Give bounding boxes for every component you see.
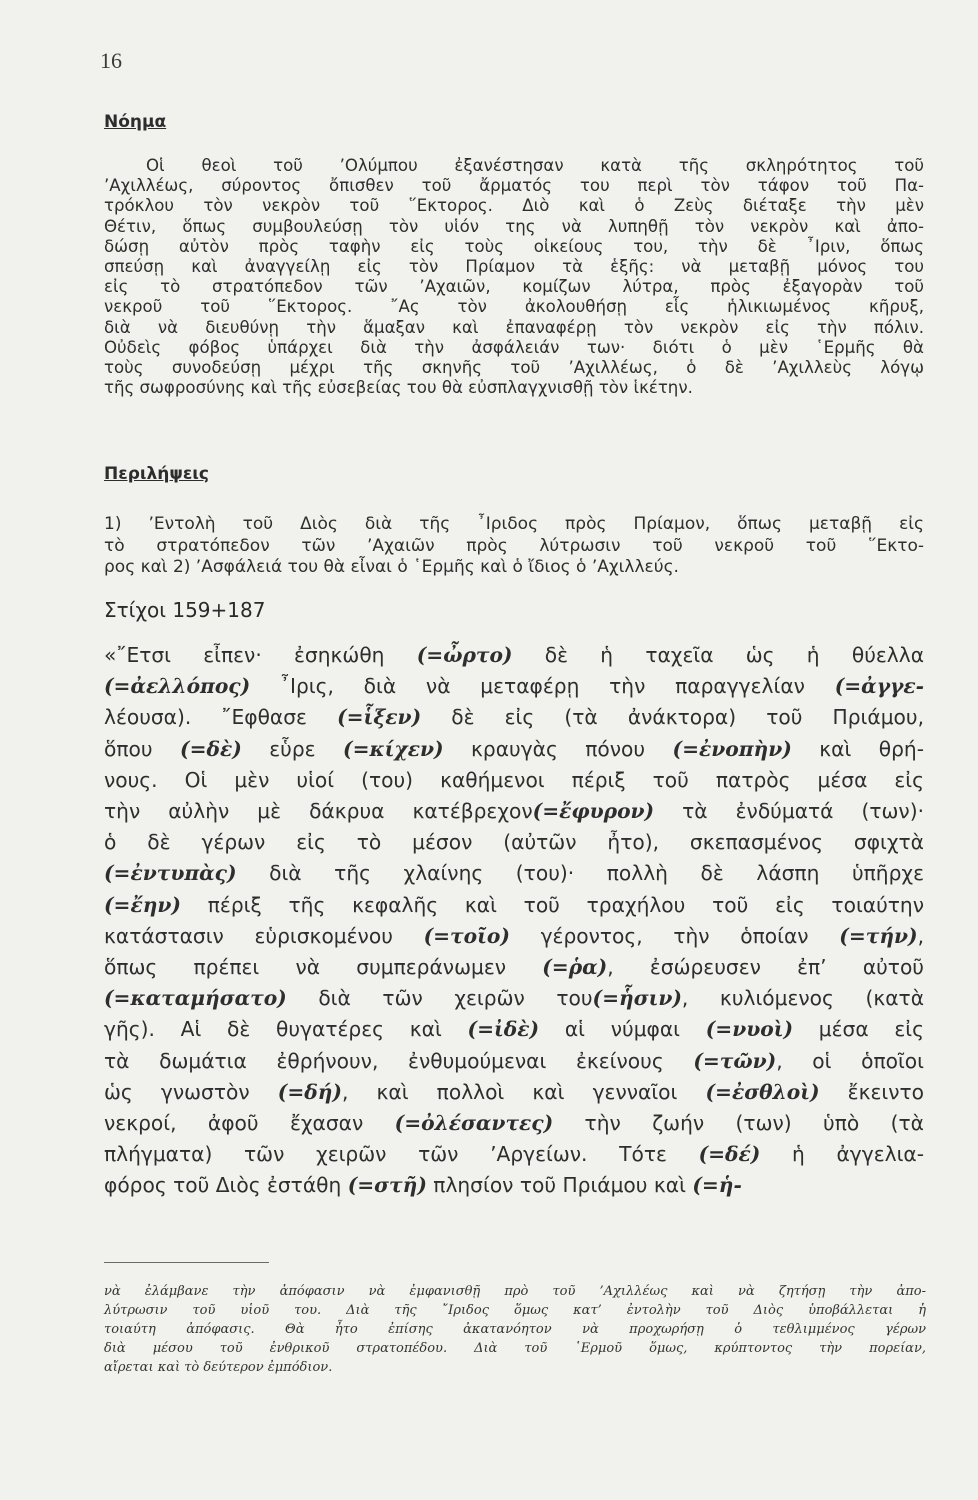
translation-text: , κυλιόμενος (κατὰ	[681, 986, 924, 1011]
footnote	[104, 1282, 926, 1377]
translation-text: εὗρε	[241, 736, 344, 761]
translation-text: τὰ δωμάτια ἐθρήνουν, ἐνθυμούμεναι ἐκείνους	[104, 1048, 694, 1073]
homeric-gloss: (=ἰδὲ)	[467, 1017, 540, 1042]
translation-text: κραυγὰς πόνου	[443, 736, 673, 761]
translation-line	[104, 1170, 924, 1201]
homeric-gloss: (=ἐνοπὴν)	[672, 736, 792, 761]
text-line: διὰ νὰ διευθύνῃ τὴν ἅμαξαν καὶ ἐπαναφέρῃ τὸν νεκρὸν εἰς τὴν πόλιν.	[104, 317, 924, 337]
homeric-gloss: (=τῶν)	[693, 1048, 777, 1073]
translation-line	[104, 796, 924, 827]
text-line: Θέτιν, ὅπως συμβουλεύσῃ τὸν υἱόν της νὰ λυπηθῇ τὸν νεκρὸν καὶ ἀπο-	[104, 216, 924, 236]
translation-text: νους. Οἱ μὲν υἱοί (του) καθήμενοι πέριξ τοῦ πατρὸς μέσα εἰς	[104, 767, 924, 792]
homeric-gloss: (=δὲ)	[180, 736, 242, 761]
translation-line	[104, 1046, 924, 1077]
homeric-gloss: (=ἀελλόπος)	[104, 674, 251, 699]
page-number: 16	[100, 48, 122, 73]
translation-line	[104, 640, 924, 671]
translation-text: ῏Ιρις, διὰ νὰ μεταφέρῃ τὴν παραγγελίαν	[250, 674, 835, 699]
text-line: νεκροῦ τοῦ ῞Εκτορος. ῎Ας τὸν ἀκολουθήσῃ εἷς ἡλικιωμένος κῆρυξ,	[104, 297, 924, 317]
translation-text: ὅπως πρέπει νὰ συμπεράνωμεν	[104, 955, 543, 980]
homeric-gloss: (=τήν)	[839, 923, 918, 948]
translation-text: ὁ δὲ γέρων εἰς τὸ μέσον (αὐτῶν ἦτο), σκεπασμένος σφιχτὰ	[104, 830, 924, 855]
translation-text: ἡ ἀγγελια-	[760, 1142, 924, 1167]
translation-text: ὅπου	[104, 736, 181, 761]
text-line: ρος καὶ 2) ’Ασφάλειά του θὰ εἶναι ὁ ῾Ερμῆς καὶ ὁ ἴδιος ὁ ’Αχιλλεύς.	[104, 557, 679, 577]
text-line: Οὐδεὶς φόβος ὑπάρχει διὰ τὴν ἀσφάλειάν των· διότι ὁ μὲν ῾Ερμῆς θὰ	[104, 337, 924, 357]
translation-text: . ῎Εφθασε	[184, 705, 338, 730]
translation-text: «῎Ετσι εἶπεν· ἐσηκώθη	[104, 643, 417, 667]
translation-line	[104, 702, 924, 733]
translation-line	[104, 671, 924, 702]
footnote-line: νὰ ἐλάμβανε τὴν ἀπόφασιν νὰ ἐμφανισθῇ πρὸ τοῦ ’Αχιλλέως καὶ νὰ ζητήσῃ τὴν ἀπο-	[104, 1284, 926, 1299]
translation-text: γέροντος, τὴν ὁποίαν	[509, 923, 840, 948]
translation-text: αἱ νύμφαι	[539, 1017, 706, 1042]
footnote-line: αἴρεται καὶ τὸ δεύτερον ἐμπόδιον.	[104, 1360, 333, 1375]
translation-text: τὰ ἐνδύματά (των)·	[654, 799, 924, 824]
translation-line	[104, 890, 924, 921]
text-line: Οἱ θεοὶ τοῦ ’Ολύμπου ἐξανέστησαν κατὰ τῆς σκληρότητος τοῦ	[146, 156, 924, 175]
homeric-gloss: (=ῥα)	[542, 955, 608, 980]
homeric-gloss: (=ὀλέσαντες)	[394, 1111, 554, 1136]
homeric-gloss: (=δέ)	[698, 1142, 761, 1167]
footnote-line: τοιαύτη ἀπόφασις. Θὰ ἦτο ἐπίσης ἀκατανόητον νὰ προχωρήσῃ ὁ τεθλιμμένος γέρων	[104, 1322, 926, 1337]
translation-line	[104, 983, 924, 1014]
footnote-divider	[104, 1262, 269, 1263]
text-line: τὸ στρατόπεδον τῶν ’Αχαιῶν πρὸς λύτρωσιν τοῦ νεκροῦ τοῦ ῞Εκτο-	[104, 535, 924, 556]
verses-title: Στίχοι 159+187	[104, 598, 266, 622]
footnote-line: λύτρωσιν τοῦ υἱοῦ του. Διὰ τῆς ῎Ιριδος ὅμως κατ’ ἐντολὴν τοῦ Διὸς ὑποβάλλεται ἡ	[104, 1303, 926, 1318]
translation-text: νεκροί, ἀφοῦ ἔχασαν	[104, 1111, 395, 1136]
translation-text: πλησίον τοῦ Πριάμου καὶ	[426, 1173, 693, 1198]
translation-line	[104, 1108, 924, 1139]
homeric-gloss: (=νυοὶ)	[705, 1017, 794, 1042]
translation-text: λέουσα)	[104, 705, 185, 730]
heading-perilipseis: Περιλήψεις	[104, 464, 210, 484]
homeric-gloss: (=ἀγγε-	[834, 674, 924, 699]
translation-text: διὰ τῆς χλαίνης (του)· πολλὴ δὲ λάσπη ὑπῆρχε	[236, 861, 924, 886]
translation-text: πλήγματα) τῶν χειρῶν τῶν ’Αργείων. Τότε	[104, 1142, 699, 1167]
translation-text: ἔκειντο	[819, 1079, 924, 1104]
text-line: τρόκλου τὸν νεκρὸν τοῦ ῞Εκτορος. Διὸ καὶ ὁ Ζεὺς διέταξε τὴν μὲν	[104, 196, 924, 216]
translation-text: δὲ εἰς (τὰ ἀνάκτορα) τοῦ Πριάμου,	[421, 705, 924, 730]
translation-line	[104, 921, 924, 952]
translation-line	[104, 1139, 924, 1170]
translation-line	[104, 734, 924, 765]
footnote-line: διὰ μέσου τοῦ ἐνθρικοῦ στρατοπέδου. Διὰ τοῦ ῾Ερμοῦ ὅμως, κρύπτοντος τὴν πορείαν,	[104, 1341, 926, 1356]
text-line: εἰς τὸ στρατόπεδον τῶν ’Αχαιῶν, κομίζων λύτρα, πρὸς ἐξαγορὰν τοῦ	[104, 277, 924, 297]
translation-text: τὴν ζωήν (των) ὑπὸ (τὰ	[553, 1111, 924, 1136]
noima-paragraph	[104, 156, 924, 398]
homeric-gloss: (=στῆ)	[347, 1173, 427, 1198]
homeric-gloss: (=ἡ-	[692, 1173, 742, 1198]
text-line: τῆς σωφροσύνης καὶ τῆς εὐσεβείας του θὰ εὐσπλαγχνισθῇ τὸν ἱκέτην.	[104, 378, 693, 398]
translation-text: , καὶ πολλοὶ καὶ γενναῖοι	[341, 1079, 706, 1104]
homeric-gloss: (=ἐσθλοὶ)	[705, 1079, 820, 1104]
text-line: 1) ’Εντολὴ τοῦ Διὸς διὰ τῆς ῏Ιριδος πρὸς Πρίαμον, ὅπως μεταβῇ εἰς	[104, 514, 924, 534]
translation-text: , ἐσώρευσεν ἐπ’ αὐτοῦ	[607, 955, 924, 980]
translation-line	[104, 952, 924, 983]
homeric-gloss: (=κίχεν)	[343, 736, 444, 761]
text-line: δώσῃ αὐτὸν πρὸς ταφὴν εἰς τοὺς οἰκείους του, τὴν δὲ ῏Ιριν, ὅπως	[104, 236, 924, 256]
translation-line	[104, 1014, 924, 1045]
translation-text: δὲ ἡ ταχεῖα ὡς ἡ θύελλα	[512, 643, 924, 667]
heading-noima: Νόημα	[104, 112, 167, 132]
homeric-gloss: (=τοῖο)	[423, 923, 510, 948]
translation-text: φόρος τοῦ Διὸς ἐστάθη	[104, 1173, 348, 1198]
homeric-gloss: (=καταμήσατο)	[104, 986, 287, 1011]
translation-text: πέριξ τῆς κεφαλῆς καὶ τοῦ τραχήλου τοῦ εἰς τοιαύτην	[180, 892, 924, 917]
perilipseis-paragraph	[104, 514, 924, 579]
translation-line	[104, 858, 924, 889]
translation-text: τὴν αὐλὴν μὲ δάκρυα κατέβρεχον	[104, 799, 533, 824]
translation-text: ὡς γνωστὸν	[104, 1079, 278, 1104]
translation-line	[104, 827, 924, 858]
text-line: τοὺς συνοδεύσῃ μέχρι τῆς σκηνῆς τοῦ ’Αχιλλέως, ὁ δὲ ’Αχιλλεὺς λόγῳ	[104, 358, 924, 378]
homeric-gloss: (=ἐντυπὰς)	[104, 861, 237, 886]
homeric-gloss: (=ἷξεν)	[337, 705, 422, 730]
translation-text: γῆς). Αἱ δὲ θυγατέρες καὶ	[104, 1017, 468, 1042]
translation-text: κατάστασιν εὑρισκομένου	[104, 923, 424, 948]
translation-line	[104, 765, 924, 796]
text-line: ’Αχιλλέως, σύροντος ὄπισθεν τοῦ ἄρματός του περὶ τὸν τάφον τοῦ Πα-	[104, 176, 924, 196]
translation-text: , οἱ ὁποῖοι	[776, 1048, 924, 1073]
translation-text: ,	[917, 923, 924, 948]
translation-text: μέσα εἰς	[793, 1017, 924, 1042]
homeric-gloss: (=ὦρτο)	[416, 643, 513, 667]
text-line: σπεύσῃ καὶ ἀναγγείλῃ εἰς τὸν Πρίαμον τὰ ἑξῆς: νὰ μεταβῇ μόνος του	[104, 257, 924, 277]
homeric-gloss: (=δή)	[277, 1079, 342, 1104]
translation-line	[104, 1077, 924, 1108]
translation-text: διὰ τῶν χειρῶν του	[286, 986, 593, 1011]
homeric-gloss: (=ἧσιν)	[592, 986, 682, 1011]
homeric-gloss: (=ἔην)	[104, 892, 181, 917]
homeric-gloss: (=ἔφυρον)	[532, 799, 655, 824]
translation-text: καὶ θρή-	[791, 736, 924, 761]
translation-paragraph	[104, 640, 924, 1202]
